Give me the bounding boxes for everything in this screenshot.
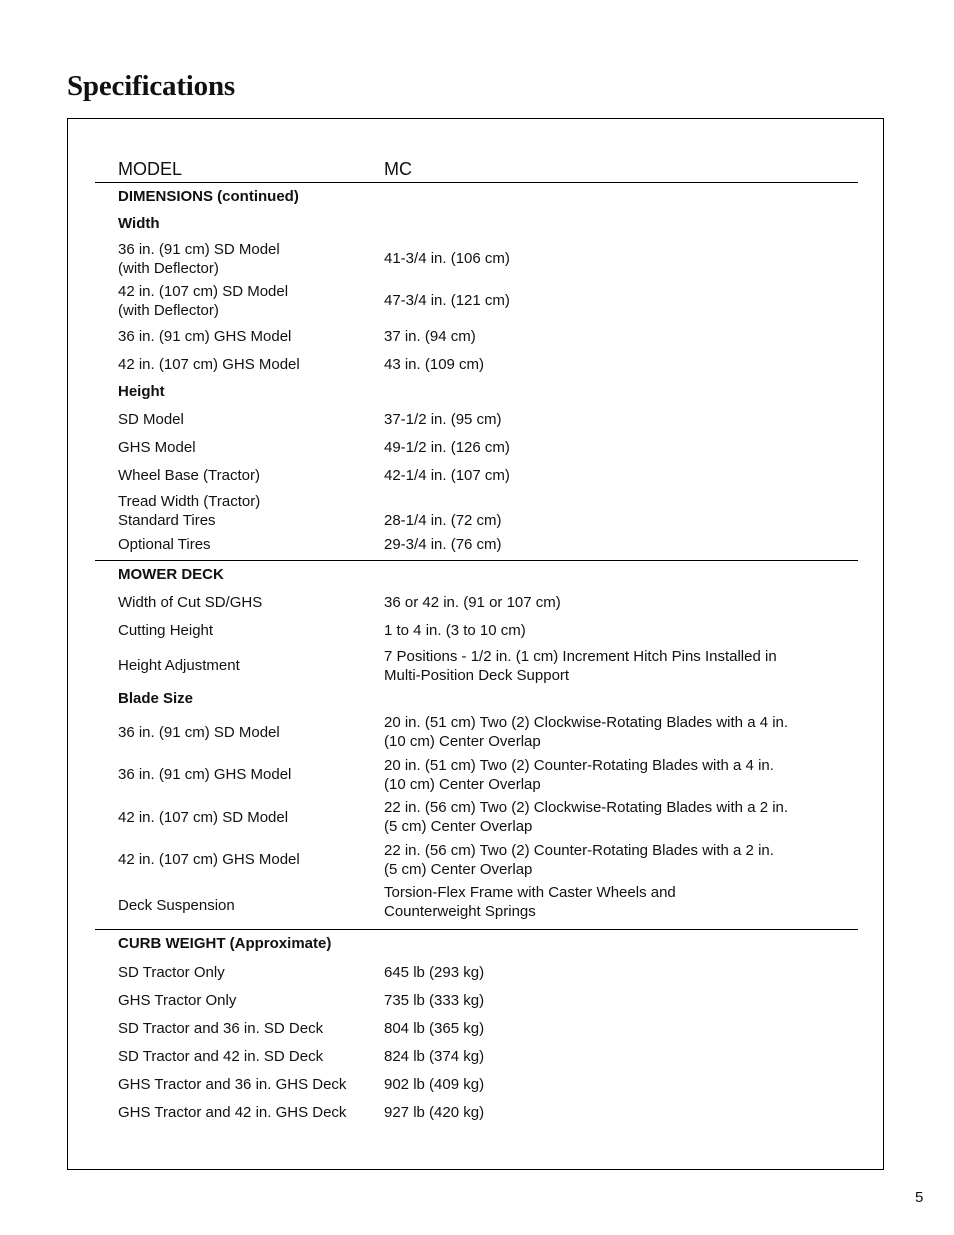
row-value: 28-1/4 in. (72 cm) [384,512,502,529]
header-divider [95,182,858,183]
page-number: 5 [915,1189,924,1206]
model-column-label: MODEL [118,159,183,179]
page-title: Specifications [67,70,235,102]
specifications-table [67,118,884,1170]
row-label: Tread Width (Tractor) [118,493,261,510]
row-label: Wheel Base (Tractor) [118,467,260,484]
row-value: 20 in. (51 cm) Two (2) Clockwise-Rotating Blades with a 4 in. (10 cm) Center Overlap [384,714,789,750]
row-value: 735 lb (333 kg) [384,992,485,1009]
row-label: 42 in. (107 cm) SD Model (with Deflector) [118,283,289,319]
row-label: GHS Tractor Only [118,992,237,1009]
section-divider [95,929,858,930]
subheading-label: Height [118,383,165,400]
section-divider [95,560,858,561]
row-label: GHS Tractor and 42 in. GHS Deck [118,1104,347,1121]
row-value: 22 in. (56 cm) Two (2) Clockwise-Rotating Blades with a 2 in. (5 cm) Center Overlap [384,799,789,835]
row-value: 41-3/4 in. (106 cm) [384,250,510,267]
section-heading-label: DIMENSIONS (continued) [118,188,299,205]
row-value: 824 lb (374 kg) [384,1048,485,1065]
subheading-label: Width [118,215,160,232]
row-label: GHS Tractor and 36 in. GHS Deck [118,1076,347,1093]
row-value: 49-1/2 in. (126 cm) [384,439,510,456]
row-label: Standard Tires [118,512,216,529]
row-label: SD Tractor and 42 in. SD Deck [118,1048,324,1065]
row-value: 902 lb (409 kg) [384,1076,485,1093]
row-value: 47-3/4 in. (121 cm) [384,292,510,309]
section-heading-label: CURB WEIGHT (Approximate) [118,935,332,952]
section-heading-label: MOWER DECK [118,566,224,583]
row-label: Height Adjustment [118,657,240,674]
row-value: 43 in. (109 cm) [384,356,485,373]
row-value: 36 or 42 in. (91 or 107 cm) [384,594,561,611]
subheading-label: Blade Size [118,690,194,707]
row-value: 37-1/2 in. (95 cm) [384,411,502,428]
row-value: 1 to 4 in. (3 to 10 cm) [384,622,526,639]
row-label: Optional Tires [118,536,211,553]
row-label: 36 in. (91 cm) GHS Model [118,766,292,783]
row-label: SD Tractor and 36 in. SD Deck [118,1020,324,1037]
row-label: 42 in. (107 cm) SD Model [118,809,289,826]
row-label: 42 in. (107 cm) GHS Model [118,851,300,868]
row-label: Cutting Height [118,622,214,639]
row-value: 42-1/4 in. (107 cm) [384,467,510,484]
row-value: Torsion-Flex Frame with Caster Wheels and Counterweight Springs [384,884,676,920]
model-column-value: MC [384,159,412,179]
row-label: SD Tractor Only [118,964,225,981]
row-label: GHS Model [118,439,196,456]
row-label: 42 in. (107 cm) GHS Model [118,356,300,373]
row-value: 804 lb (365 kg) [384,1020,485,1037]
row-value: 20 in. (51 cm) Two (2) Counter-Rotating Blades with a 4 in. (10 cm) Center Overlap [384,757,774,793]
row-label: Width of Cut SD/GHS [118,594,263,611]
row-label: 36 in. (91 cm) GHS Model [118,328,292,345]
row-value: 22 in. (56 cm) Two (2) Counter-Rotating Blades with a 2 in. (5 cm) Center Overlap [384,842,774,878]
row-value: 29-3/4 in. (76 cm) [384,536,502,553]
row-label: 36 in. (91 cm) SD Model (with Deflector) [118,241,280,277]
row-label: 36 in. (91 cm) SD Model [118,724,280,741]
row-label: SD Model [118,411,184,428]
row-value: 927 lb (420 kg) [384,1104,485,1121]
row-label: Deck Suspension [118,897,235,914]
row-value: 7 Positions - 1/2 in. (1 cm) Increment Hitch Pins Installed in Multi-Position Deck Support [384,648,777,684]
row-value: 645 lb (293 kg) [384,964,485,981]
row-value: 37 in. (94 cm) [384,328,476,345]
